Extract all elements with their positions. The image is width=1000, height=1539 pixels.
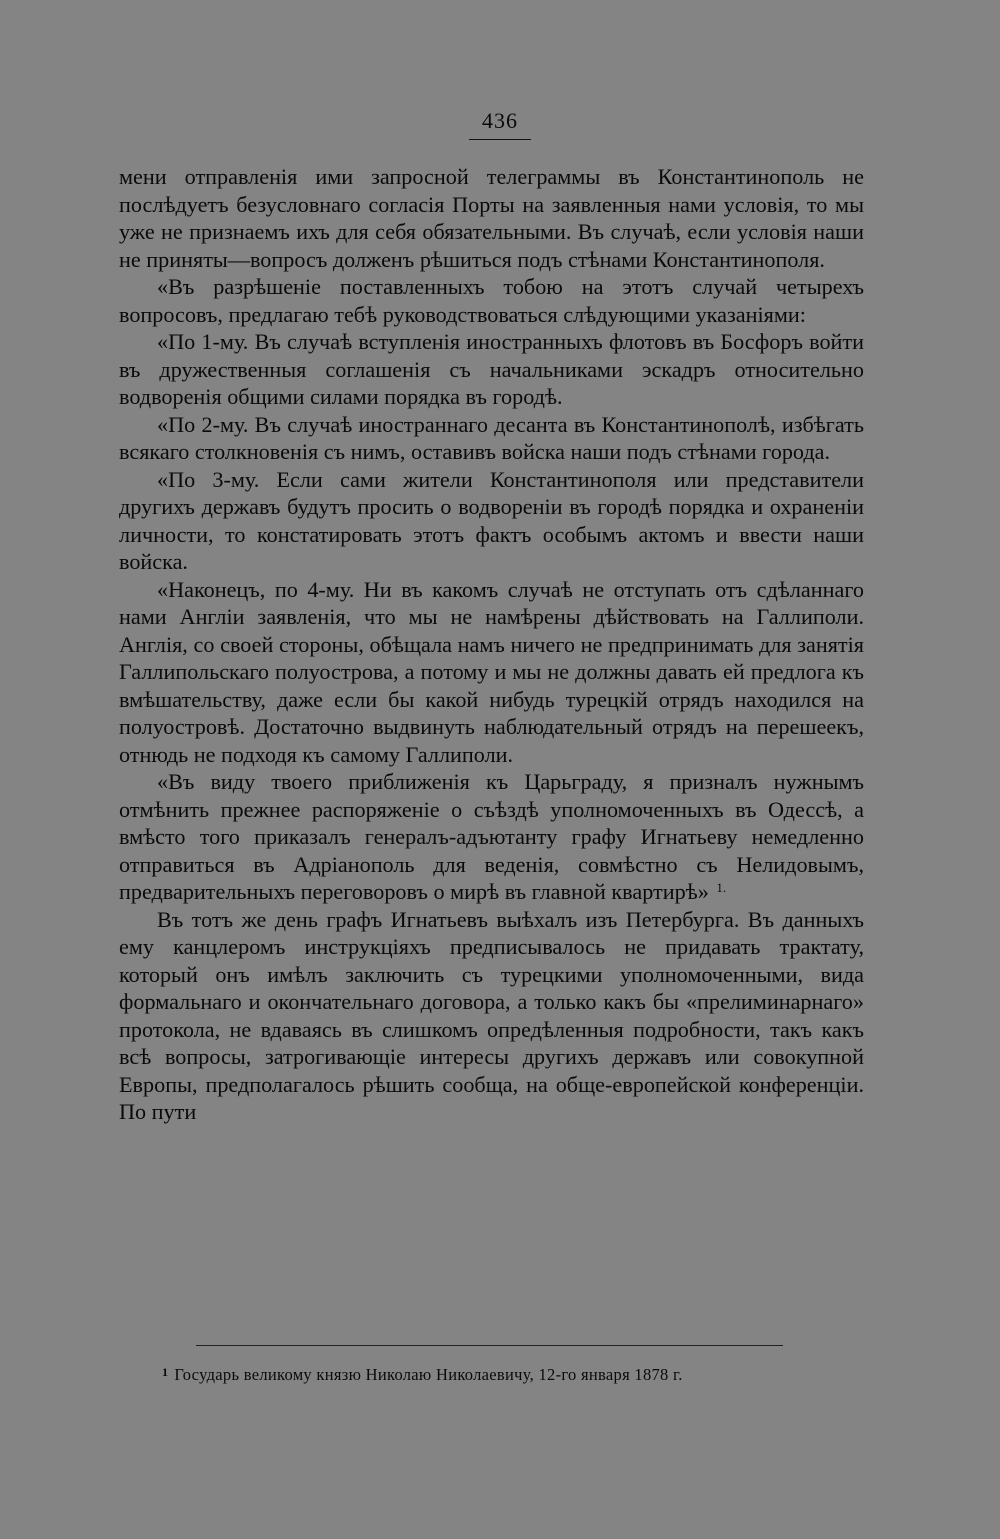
paragraph: «По 3-му. Если сами жители Константинополя или представители другихъ державъ будутъ просить о водвореніи въ городѣ порядка и охраненіи личности, то констатировать этотъ фактъ особымъ актомъ и ввести наши войска. bbox=[119, 466, 864, 574]
paragraph: «Въ разрѣшеніе поставленныхъ тобою на этотъ случай четырехъ вопросовъ, предлагаю тебѣ руководствоваться слѣдующими указаніями: bbox=[119, 274, 864, 327]
body-text bbox=[119, 163, 864, 1126]
paragraph: «По 1-му. Въ случаѣ вступленія иностранныхъ флотовъ въ Босфоръ войти въ дружественныя соглашенія съ начальниками эскадръ относительно водворенія общими силами порядка въ городѣ. bbox=[119, 329, 864, 409]
page-number-underline bbox=[469, 139, 531, 140]
paragraph: мени отправленія ими запросной телеграммы въ Константинополь не послѣдуетъ безусловнаго согласія Порты на заявленныя нами условія, то мы уже не признаемъ ихъ для себя обязательными. Въ случаѣ, если условія наши не приняты—вопросъ долженъ рѣшиться подъ стѣнами Константинополя. bbox=[119, 164, 864, 272]
footnote bbox=[162, 1361, 862, 1386]
paragraph-with-footnote-ref bbox=[119, 768, 864, 906]
paragraph: «Наконецъ, по 4-му. Ни въ какомъ случаѣ не отступать отъ сдѣланнаго нами Англіи заявленія, что мы не намѣрены дѣйствовать на Галлиполи. Англія, со своей стороны, обѣщала намъ ничего не предпринимать для занятія Галлипольскаго полуострова, а потому и мы не должны давать ей предлога къ вмѣшательству, даже если бы какой нибудь турецкій отрядъ находился на полуостровѣ. Достаточно выдвинуть наблюдательный отрядъ на перешеекъ, отнюдь не подходя къ самому Галлиполи. bbox=[119, 576, 864, 767]
footnote-reference: 1. bbox=[716, 880, 727, 895]
paragraph-text: «Въ виду твоего приближенія къ Царьграду, я призналъ нужнымъ отмѣнить прежнее распоряженіе о съѣздѣ уполномоченныхъ въ Одессѣ, а вмѣсто того приказалъ генералъ-адъютанту графу Игнатьеву немедленно отправиться въ Адріанополь для веденія, совмѣстно съ Нелидовымъ, предварительныхъ переговоровъ о мирѣ въ главной квартирѣ» bbox=[119, 769, 864, 904]
footnote-divider bbox=[196, 1345, 783, 1346]
footnote-mark: 1 bbox=[162, 1365, 169, 1379]
page-number: 436 bbox=[482, 108, 518, 133]
footnote-text: Государь великому князю Николаю Николаевичу, 12-го января 1878 г. bbox=[174, 1365, 683, 1384]
paragraph: «По 2-му. Въ случаѣ иностраннаго десанта въ Константинополѣ, избѣгать всякаго столкновенія съ нимъ, оставивъ войска наши подъ стѣнами города. bbox=[119, 411, 864, 464]
paragraph: Въ тотъ же день графъ Игнатьевъ выѣхалъ изъ Петербурга. Въ данныхъ ему канцлеромъ инструкціяхъ предписывалось не придавать трактату, который онъ имѣлъ заключить съ турецкими уполномоченными, вида формальнаго и окончательнаго договора, а только какъ бы «прелиминарнаго» протокола, не вдаваясь въ слишкомъ опредѣленныя подробности, такъ какъ всѣ вопросы, затрогивающіе интересы другихъ державъ или совокупной Европы, предполагалось рѣшить сообща, на обще-европейской конференціи. По пути bbox=[119, 906, 864, 1124]
